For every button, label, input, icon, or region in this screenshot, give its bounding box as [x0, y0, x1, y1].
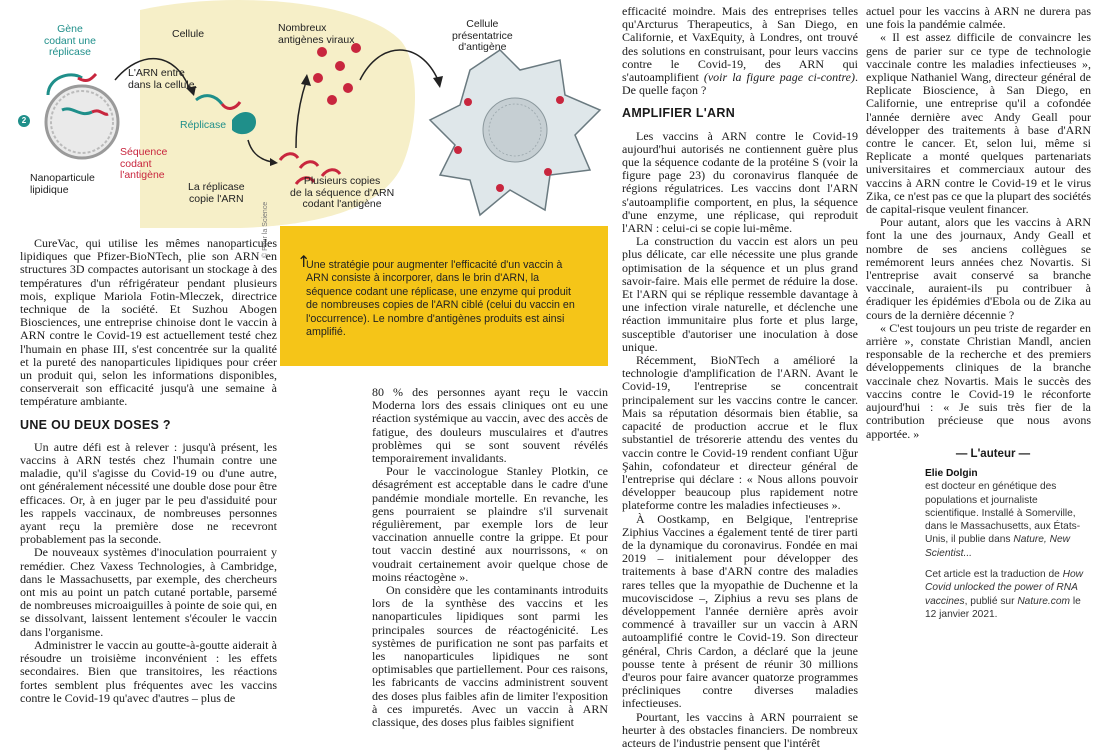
paragraph: « C'est toujours un peu triste de regarder en arrière », constate Christian Mandl, ancien responsable de la recherche et des premiers développements cliniques de la branche vaccinale chez Novartis. Mais le succès des vaccins contre le Covid-19 le réconforte aujourd'hui : « Je suis très fier de la contribution précieuse que nous avons apportée. »: [866, 320, 1091, 441]
paragraph: La construction du vaccin est alors un peu plus délicate, car elle nécessite une plus grande optimisation de la séquence et un plus grand savoir-faire. Mais elle permet de réduire la dose. Et l'ARN qui se réplique ressemble davantage à une infection virale naturelle, et déclenche une réaction immunitaire plus forte et plus large, susceptible d'autoriser une inoculation à dose unique.: [622, 234, 858, 354]
paragraph: CureVac, qui utilise les mêmes nanoparticules lipidiques que Pfizer-BioNTech, plie son ARN en structures 3D compactes autorisant un stockage à des températures d'un réfrigérateur pendant plusieurs mois, explique Mariola Fotin-Mleczek, directrice technique de la société. Et Suzhou Abogen Biosciences, une entreprise chinoise dont le vaccin à ARN contre le Covid-19 est actuellement testé chez l'humain en phase III, s'est concentrée sur la qualité et la pureté des nanoparticules lipidiques pour créer un produit qui, selon les informations disponibles, conserverait son efficacité jusqu'à une semaine à température ambiante.: [20, 236, 277, 409]
paragraph: Récemment, BioNTech a amélioré la technologie d'amplification de l'ARN. Avant le Covid-19, l'entreprise se concentrait principalement sur les vaccins contre le cancer. Mais sa réputation désormais bien établie, sa capacité de production accrue et le flux substantiel de trésorerie attendu des ventes du vaccin contre le Covid-19 rendent confiant Uğur Şahin, cofondateur et directeur général de l'entreprise qui déclare : « Nous allons pouvoir développer beaucoup plus rapidement notre plateforme contre les maladies infectieuses ».: [622, 353, 858, 513]
antigen-seq-label: Séquence codant l'antigène: [120, 146, 168, 181]
section-heading: UNE OU DEUX DOSES ?: [20, 417, 171, 432]
many-antigens-label: Nombreux antigènes viraux: [278, 22, 355, 46]
replicon-diagram: [0, 0, 610, 232]
figure-caption-box: [280, 226, 608, 366]
replicase-copies-label: La réplicase copie l'ARN: [188, 181, 245, 205]
author-description: est docteur en génétique des populations et journaliste scientifique. Installé à Somerville, dans le Massachusetts, aux États-Unis, il publie dans Nature, New Scientist...: [925, 481, 1081, 559]
apc-label: Cellule présentatrice d'antigène: [452, 18, 513, 53]
paragraph: actuel pour les vaccins à ARN ne durera pas une fois la pandémie calmée.: [866, 4, 1091, 32]
paragraph: Pourtant, les vaccins à ARN pourraient se heurter à des obstacles financiers. De nombreux acteurs de l'industrie pensent que l'intérêt: [622, 709, 858, 750]
author-name: Elie Dolgin: [925, 468, 978, 479]
column-2: [372, 386, 608, 729]
cell-label: Cellule: [172, 28, 205, 40]
author-heading: — L'auteur —: [955, 448, 1031, 460]
paragraph: De nouveaux systèmes d'inoculation pourraient y remédier. Chez Vaxess Technologies, à Cambridge, dans le Massachusetts, par exemple, des chercheurs ont mis au point un patch cutané portable, parsemé de nombreuses microaiguilles à pointe de soie qui, en se dissolvant, laissent lentement s'écouler le vaccin dans l'organisme.: [20, 545, 277, 639]
caption-arrow-icon: ↑: [297, 252, 311, 271]
section-heading: AMPLIFIER L'ARN: [622, 106, 736, 121]
rna-enters-label: L'ARN entre dans la cellule.: [128, 67, 198, 91]
replicase-label: Réplicase: [180, 119, 227, 131]
figure-caption: Une stratégie pour augmenter l'efficacité d'un vaccin à ARN consiste à incorporer, dans le brin d'ARN, la séquence codant une réplicase, une enzyme qui produit de nombreuses copies de l'ARN ciblé (celui du vaccin en l'occurrence). Le nombre d'antigènes produits est ainsi amplifié.: [306, 259, 575, 339]
paragraph: Les vaccins à ARN contre le Covid-19 aujourd'hui autorisés ne contiennent guère plus que la séquence codante de la protéine S (voir la figure page 23) du coronavirus flanquée de régions régulatrices. Les vaccins dont l'ARN s'autoamplifie comportent, en plus, la séquence d'une enzyme, une réplicase, qui reproduit l'ARN : celui-ci se copie lui-même.: [622, 128, 858, 236]
paragraph: Administrer le vaccin au goutte-à-goutte aiderait à résoudre un troisième inconvénient : les effets secondaires. Bien que transitoires, les réactions fortes semblent plus fréquentes avec les vaccins contre le Covid-19 qu'avec d'autres – plus de: [20, 637, 277, 705]
paragraph: Un autre défi est à relever : jusqu'à présent, les vaccins à ARN testés chez l'humain contre une maladie, qu'il s'agisse du Covid-19 ou d'une autre, ont généralement nécessité une double dose pour être efficaces. Or, à en juger par le peu d'assiduité pour les rappels vaccinaux, de nombreuses personnes ayant reçu la première dose ne recevront probablement pas la seconde.: [20, 439, 277, 547]
column-1: [20, 237, 277, 705]
paragraph: efficacité moindre. Mais des entreprises telles qu'Arcturus Therapeutics, à San Diego, en Californie, et VaxEquity, à Londres, ont trouvé des solutions en construisant, pour leurs vaccins contre le Covid-19, des ARN qui s'autoamplifient (voir la figure page ci-contre). De quelle façon ?: [622, 4, 858, 98]
paragraph: Pour le vaccinologue Stanley Plotkin, ce désagrément est acceptable dans le cadre d'une pandémie mondiale mortelle. En revanche, les gens pourraient se plaindre s'il survenait régulièrement, par exemple lors de leur vaccination annuelle contre la grippe. Et pour tout vaccin destiné aux nourrissons, « on voudrait certainement avoir quelque chose de moins réactogène ».: [372, 464, 608, 584]
column-3: [622, 5, 858, 750]
figure-credit: © Pour la Science: [262, 201, 269, 258]
column-4: [866, 5, 1091, 441]
paragraph: Pour autant, alors que les vaccins à ARN font la une des journaux, Andy Geall et nombre de ses anciens collègues se remémorent leurs années chez Novartis. Si l'entreprise avait conservé sa branche vaccinale, auraient-ils pu contribuer à éradiquer les épidémies d'Ebola ou de Zika au cours de la dernière décennie ?: [866, 215, 1091, 322]
paragraph: À Oostkamp, en Belgique, l'entreprise Ziphius Vaccines a également tenté de tirer parti de la dynamique du coronavirus. Fondée en mai 2019 – initialement pour développer des traitements à base d'ARN contre des maladies rares telles que la myopathie de Duchenne et la mucoviscidose –, Ziphius a revu ses plans de développement l'année dernière après avoir commencé à travailler sur un vaccin à ARN autoamplifié contre le Covid-19. Son directeur général, Chris Cardon, a déclaré que la jeune pousse tente à présent de réunir 30 millions d'euros pour faire avancer quatorze programmes précliniques contre diverses maladies infectieuses.: [622, 511, 858, 711]
several-copies-label: Plusieurs copies de la séquence d'ARN codant l'antigène: [290, 175, 395, 210]
paragraph: « Il est assez difficile de convaincre les gens de parier sur ce type de technologie vaccinale contre les maladies infectieuses », explique Nathaniel Wang, directeur général de Replicate Bioscience, à San Diego, en Californie, une entreprise qu'il a cofondée l'année dernière avec Andy Geall pour développer des traitements à base d'ARN contre le cancer. Et, selon lui, même si Replicate a monté quelques partenariats universitaires et commerciaux autour des vaccins à ARN contre le Covid-19 et le virus Zika, ce n'est pas ce que la plupart des sociétés de capital-risque veulent financer.: [866, 30, 1091, 217]
gene-label: Gène codant une réplicase: [44, 23, 96, 58]
figure-badge: 2: [18, 115, 30, 127]
author-bio: [925, 467, 1085, 621]
nanoparticle: [46, 86, 118, 158]
translation-note: Cet article est la traduction de How Covid unlocked the power of RNA vaccines, publié sur Nature.com le 12 janvier 2021.: [925, 569, 1084, 620]
paragraph: 80 % des personnes ayant reçu le vaccin Moderna lors des essais cliniques ont eu une réaction systémique au vaccin, avec des accès de fatigue, des douleurs musculaires et d'autres problèmes qui se sont souvent révélés temporairement invalidants.: [372, 385, 608, 466]
paragraph: On considère que les contaminants introduits lors de la synthèse des vaccins et les nanoparticules lipidiques sont parmi les principales sources de réactogénicité. Les systèmes de purification ne sont pas parfaits et les nanoparticules lipidiques ne sont optimisables que partiellement. Pour ces raisons, les fabricants de vaccins administrent souvent des doses plus faibles afin de limiter l'exposition à ces impuretés. Avec un vaccin à ARN classique, des doses plus faibles signifient: [372, 583, 608, 730]
nanoparticle-label: Nanoparticule lipidique: [30, 172, 95, 196]
